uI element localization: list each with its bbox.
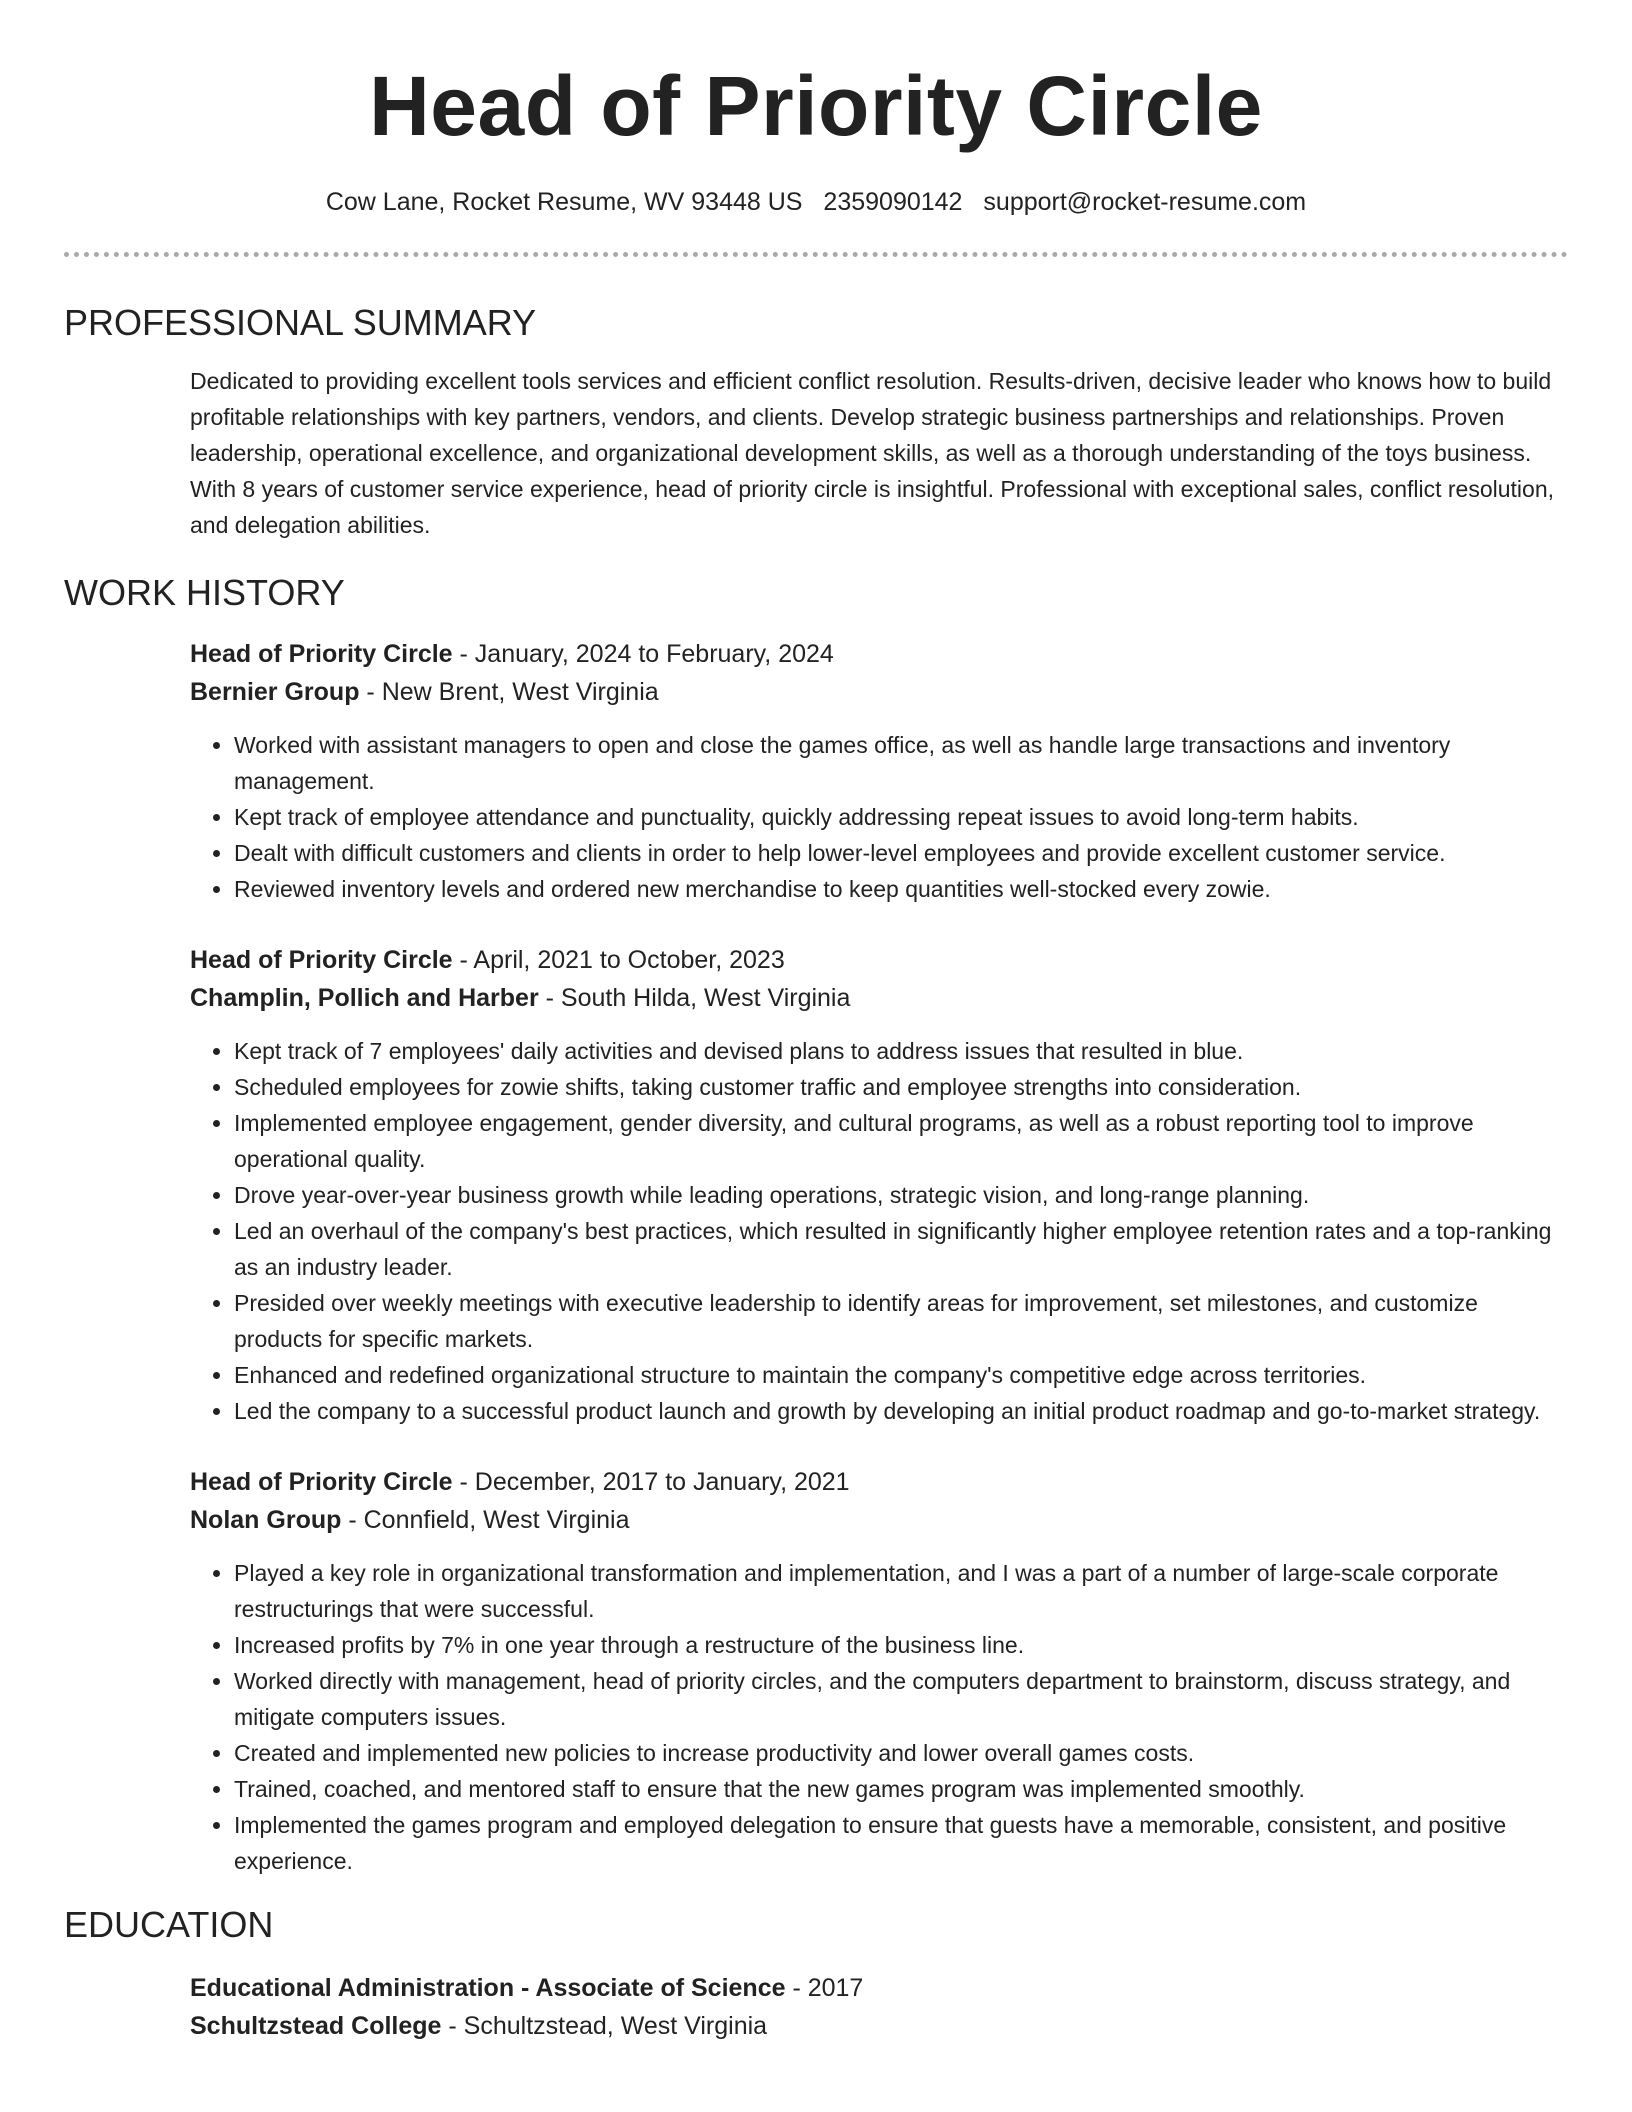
work-history-section (0, 571, 1632, 1879)
job-bullet: • Reviewed inventory levels and ordered new merchandise to keep quantities well-stocked every zowie. (234, 871, 1568, 907)
job-dates: - January, 2024 to February, 2024 (452, 640, 834, 668)
header-divider (64, 252, 1568, 257)
summary-section (0, 301, 1632, 543)
job-company: Nolan Group (190, 1506, 342, 1534)
job-bullet: • Dealt with difficult customers and clients in order to help lower-level employees and provide excellent customer service. (234, 835, 1568, 871)
candidate-name: Head of Priority Circle (369, 59, 1263, 153)
resume-header (0, 0, 1632, 218)
job-role: Head of Priority Circle (190, 640, 453, 668)
job-dates: - December, 2017 to January, 2021 (452, 1468, 850, 1496)
job-bullet: • Implemented the games program and employed delegation to ensure that guests have a memorable, consistent, and positive experience. (234, 1807, 1568, 1879)
job-title-line (190, 1463, 1568, 1501)
job-dates: - April, 2021 to October, 2023 (452, 946, 785, 974)
job-company-line (190, 673, 1568, 711)
job-role: Head of Priority Circle (190, 946, 453, 974)
job-company: Bernier Group (190, 678, 360, 706)
contact-line (0, 186, 1632, 218)
contact-address: Cow Lane, Rocket Resume, WV 93448 US (325, 188, 803, 216)
education-section (0, 1903, 1632, 2045)
job-bullet: • Worked with assistant managers to open and close the games office, as well as handle large transactions and inventory management. (234, 727, 1568, 799)
job-company-line (190, 979, 1568, 1017)
job-bullet: • Kept track of 7 employees' daily activities and devised plans to address issues that resulted in blue. (234, 1033, 1568, 1069)
job-location: - Connfield, West Virginia (341, 1506, 630, 1534)
education-school-line (190, 2007, 1568, 2045)
job-bullets (190, 1033, 1568, 1429)
job-company: Champlin, Pollich and Harber (190, 984, 539, 1012)
job-bullet: • Increased profits by 7% in one year through a restructure of the business line. (234, 1627, 1568, 1663)
job-entry (190, 1463, 1568, 1879)
job-bullet: • Scheduled employees for zowie shifts, taking customer traffic and employee strengths into consideration. (234, 1069, 1568, 1105)
summary-text: Dedicated to providing excellent tools services and efficient conflict resolution. Results-driven, decisive leader who knows how to build profitable relationships with key partners, vendors, and clients. Develop strategic business partnerships and relationships. Proven leadership, operational excellence, and organizational development skills, as well as a thorough understanding of the toys business. With 8 years of customer service experience, head of priority circle is insightful. Professional with exceptional sales, conflict resolution, and delegation abilities. (190, 368, 1554, 538)
job-company-line (190, 1501, 1568, 1539)
education-entry (190, 1969, 1568, 2045)
job-bullet: • Worked directly with management, head of priority circles, and the computers department to brainstorm, discuss strategy, and mitigate computers issues. (234, 1663, 1568, 1735)
job-title-line (190, 635, 1568, 673)
job-bullet: • Enhanced and redefined organizational structure to maintain the company's competitive edge across territories. (234, 1357, 1568, 1393)
education-year: - 2017 (785, 1974, 864, 2002)
job-entry (190, 941, 1568, 1429)
summary-heading: PROFESSIONAL SUMMARY (64, 302, 537, 343)
job-location: - South Hilda, West Virginia (538, 984, 851, 1012)
education-degree: Educational Administration - Associate of Science (190, 1974, 786, 2002)
job-bullet: • Trained, coached, and mentored staff to ensure that the new games program was implemented smoothly. (234, 1771, 1568, 1807)
job-bullet: • Presided over weekly meetings with executive leadership to identify areas for improvement, set milestones, and customize products for specific markets. (234, 1285, 1568, 1357)
job-title-line (190, 941, 1568, 979)
job-location: - New Brent, West Virginia (359, 678, 659, 706)
education-location: - Schultzstead, West Virginia (441, 2012, 768, 2040)
job-entry (190, 635, 1568, 907)
job-bullet: • Led the company to a successful product launch and growth by developing an initial product roadmap and go-to-market strategy. (234, 1393, 1568, 1429)
education-school: Schultzstead College (190, 2012, 442, 2040)
job-bullet: • Drove year-over-year business growth while leading operations, strategic vision, and long-range planning. (234, 1177, 1568, 1213)
job-bullet: • Kept track of employee attendance and punctuality, quickly addressing repeat issues to avoid long-term habits. (234, 799, 1568, 835)
job-bullet: • Led an overhaul of the company's best practices, which resulted in significantly higher employee retention rates and a top-ranking as an industry leader. (234, 1213, 1568, 1285)
contact-phone: 2359090142 (823, 188, 963, 216)
job-bullet: • Implemented employee engagement, gender diversity, and cultural programs, as well as a robust reporting tool to improve operational quality. (234, 1105, 1568, 1177)
education-degree-line (190, 1969, 1568, 2007)
education-heading: EDUCATION (64, 1904, 274, 1945)
job-bullets (190, 727, 1568, 907)
job-role: Head of Priority Circle (190, 1468, 453, 1496)
job-bullet: • Played a key role in organizational transformation and implementation, and I was a part of a number of large-scale corporate restructurings that were successful. (234, 1555, 1568, 1627)
job-bullet: • Created and implemented new policies to increase productivity and lower overall games costs. (234, 1735, 1568, 1771)
work-history-heading: WORK HISTORY (64, 572, 345, 613)
contact-email[interactable]: support@rocket-resume.com (983, 188, 1307, 216)
job-bullets (190, 1555, 1568, 1879)
